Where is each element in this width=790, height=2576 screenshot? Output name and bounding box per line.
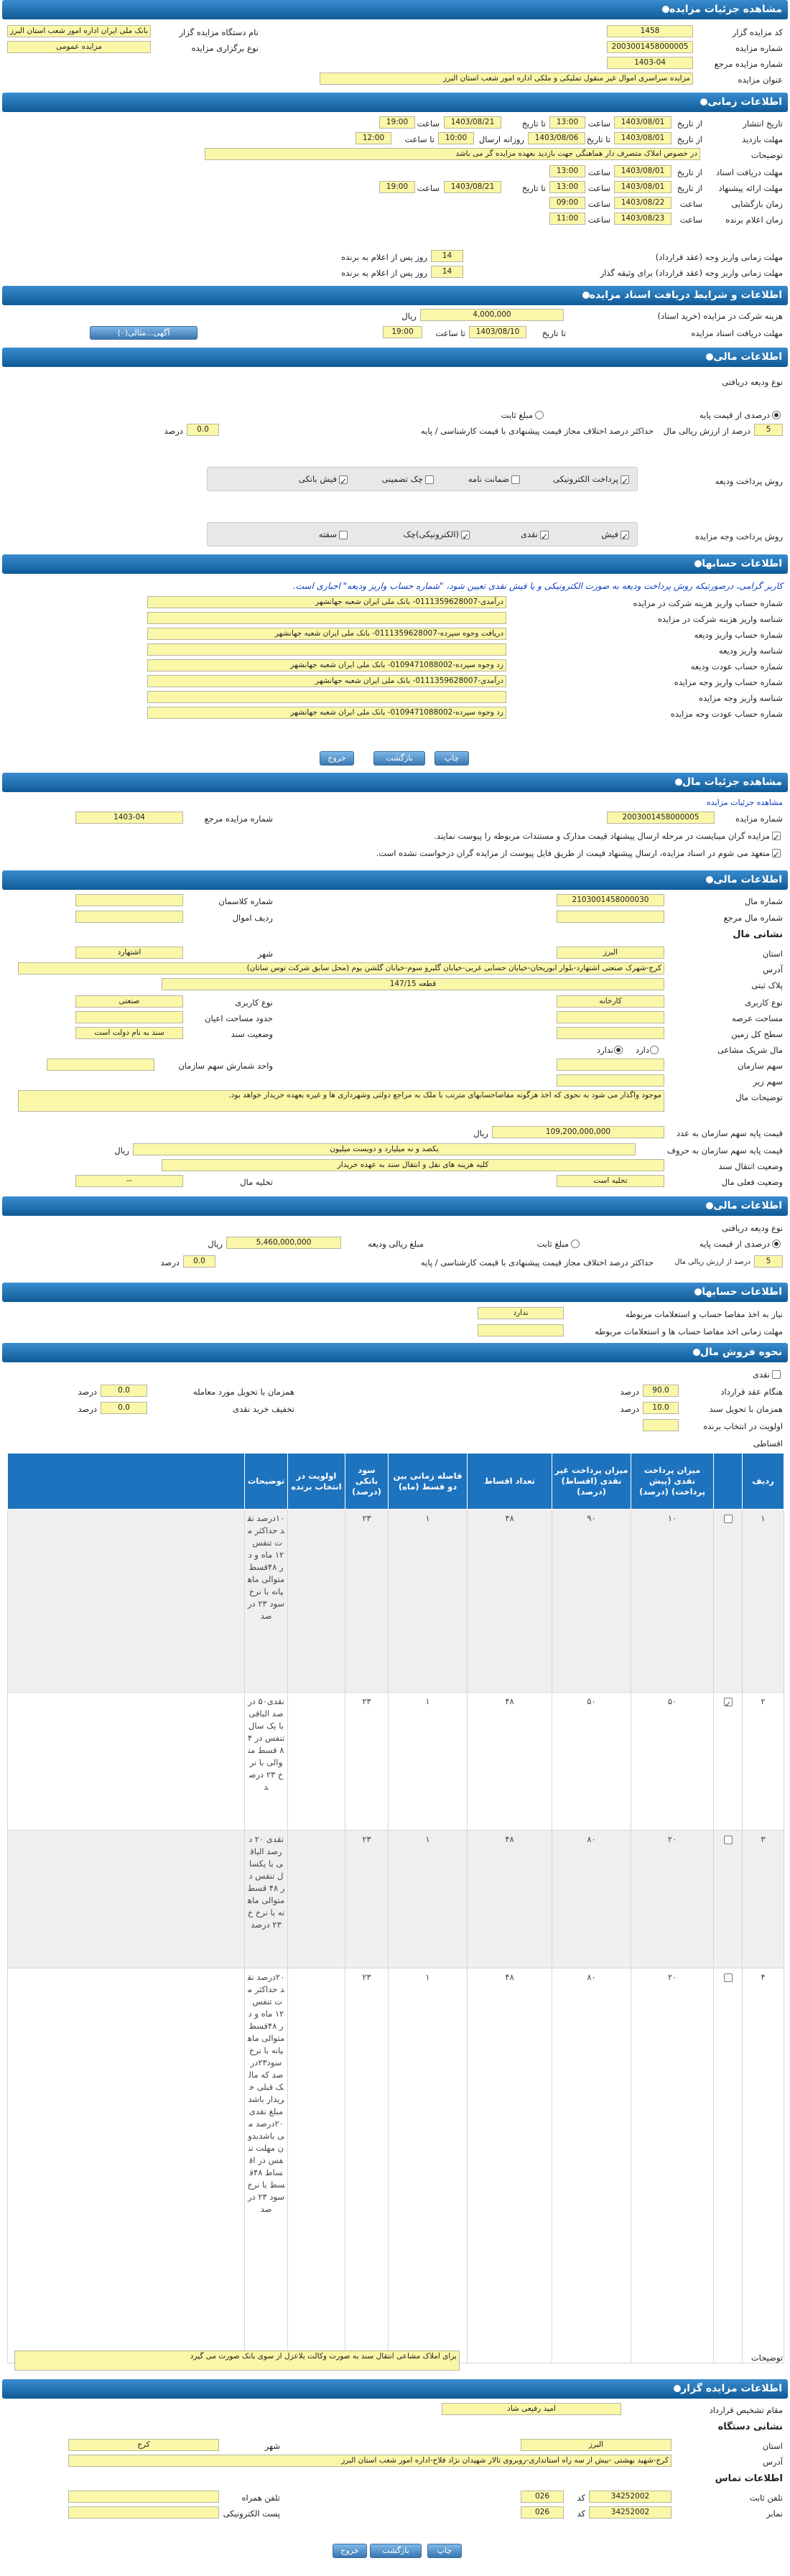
delivery-percent-field[interactable]: 10.0 (643, 1402, 679, 1414)
table-header: فاصله زمانی بین دو قسط (ماه) (389, 1454, 468, 1510)
discount-percent-field[interactable]: 0.0 (101, 1402, 147, 1414)
area-field[interactable] (557, 1011, 664, 1023)
table-header: سود بانکی (درصد) (345, 1454, 389, 1510)
section-header-time: اطلاعات زمانی (2, 93, 788, 112)
address-field[interactable]: کرج-شهرک صنعتی اشتهارد-بلوار ابوریحان-خیابان حسابی غربی-خیابان گلبرو سوم-خیابان گلشن یوم (محل سابق شرکت توس ساتان) (18, 962, 664, 975)
number-label: شماره مزایده (735, 43, 783, 53)
pay-receipt-option[interactable]: ✓فیش بانکی (298, 474, 347, 486)
deposit-fixed-radio[interactable] (535, 411, 544, 419)
money-icon (706, 353, 713, 361)
vacate-field[interactable]: -- (75, 1175, 183, 1187)
breadcrumb[interactable]: مشاهده جزئیات مزایده (707, 798, 783, 807)
transfer-status-field[interactable]: کلیه هزینه های نقل و انتقال سند به عهده خریدار (162, 1159, 664, 1171)
back-button[interactable]: بازگشت (370, 2544, 422, 2558)
offer-to-time[interactable]: 19:00 (379, 181, 415, 193)
publish-from-date[interactable]: 1403/08/01 (614, 116, 672, 129)
org-address-title: نشانی دستگاه (717, 2422, 783, 2432)
org-address-field[interactable]: کرج-شهید بهشتی -بیش از سه راه استانداری-روبروی تالار شهیدان نژاد فلاح-اداره امور شعب استان البرز (68, 2455, 672, 2467)
visit-label: مهلت بازدید (742, 134, 783, 144)
accounts-note: کاربر گرامی، درصورتیکه روش پرداخت ودیعه به صورت الکترونیکی و یا فیش نقدی تعیین شود، "شماره حساب واریز ودیعه" اجباری است. (292, 581, 783, 591)
usage-field[interactable]: کارخانه (557, 995, 664, 1008)
asset-number-field[interactable]: 2103001458000030 (557, 894, 664, 906)
city-field[interactable]: اشتهارد (75, 947, 183, 959)
title-field[interactable]: مزایده سراسری اموال غیر منقول تملیکی و ملکی اداره امور شعب استان البرز (320, 73, 693, 85)
price-refund-field[interactable]: رد وجوه سپرده-0109471088002- بانک ملی ایران شعبه جهانشهر (147, 707, 506, 719)
section-header-details: مشاهده جزئیات مزایده (2, 0, 788, 19)
type-label: نوع برگزاری مزایده (191, 43, 259, 53)
checkbox-icon[interactable]: ✓ (773, 850, 780, 860)
table-row: ۳ ۲۰ ۸۰ ۴۸ ۱ ۲۳ نقدی ۲۰ درصد الباقی با یکسال تنفس در ۴۸ قسط متوالی ماهیانه با نرخ ۲۳ درصد (8, 1831, 784, 1968)
clearance-time-field[interactable] (478, 1324, 564, 1336)
pay-guarantee-option[interactable]: ضمانت نامه (468, 474, 522, 484)
receive-from-time[interactable]: 13:00 (549, 165, 585, 177)
announce-label: زمان اعلام برنده (725, 215, 783, 225)
sale-notes-field[interactable]: برای املاک مشاعی انتقال سند به صورت وکالت بلاعزل از سوی بانک صورت می گیرد (14, 2351, 460, 2371)
visit-to-time[interactable]: 12:00 (356, 132, 391, 144)
fee-field[interactable]: 4,000,000 (420, 309, 564, 321)
asset-deposit-percent-field[interactable]: 5 (754, 1255, 783, 1268)
asset-auction-number[interactable]: 2003001458000005 (607, 812, 715, 824)
fax-field[interactable]: 34252002 (589, 2506, 672, 2519)
class-number-field[interactable] (75, 894, 183, 906)
asset-deposit-percent-radio[interactable] (772, 1240, 781, 1248)
contact-title: اطلاعات تماس (715, 2473, 783, 2484)
org-city-field[interactable]: کرج (68, 2439, 219, 2451)
pay-price-label: روش پرداخت وجه مزایده (694, 531, 783, 541)
asset-address-title: نشانی مال (733, 929, 783, 940)
announce-date[interactable]: 1403/08/23 (614, 213, 672, 225)
checkbox-icon: ✓ (621, 475, 628, 486)
ref-label: شماره مزایده مرجع (714, 59, 783, 69)
email-field[interactable] (68, 2506, 219, 2519)
bank-icon (694, 560, 702, 567)
deposit-id-field[interactable] (147, 643, 506, 656)
checkbox-icon[interactable]: ✓ (773, 832, 780, 842)
fee-id-field[interactable] (147, 612, 506, 624)
asset-desc-field[interactable]: موجود واگذار می شود به نحوی که اخذ هرگونه مفاصاحسابهای مترتب با ملک به مراجع دولتی وشهرداری ها و غیره بعهده خریدار خواهد بود. (18, 1090, 664, 1112)
base-price-words-field[interactable]: یکصد و نه میلیارد و دویست میلیون (133, 1143, 636, 1156)
shared-yes-radio[interactable] (650, 1046, 659, 1054)
document-icon (582, 292, 590, 299)
asset-max-diff-field[interactable]: 0.0 (183, 1255, 215, 1268)
deposit-days-label: مهلت زمانی واریز وجه (عقد قرارداد) (655, 252, 783, 262)
section-header-asset-accounts: اطلاعات حسابها (2, 1283, 788, 1302)
price-note-option[interactable]: سفته (319, 529, 350, 539)
section-header-sale: نحوه فروش مال (2, 1343, 788, 1362)
asset-row-field[interactable] (75, 911, 183, 923)
phone-field[interactable]: 34252002 (589, 2491, 672, 2503)
device-label: نام دستگاه مزایده گزار (179, 27, 259, 37)
deposit-type-label: نوع ودیعه دریافتی (722, 377, 783, 387)
type-field[interactable]: مزایده عمومی (7, 41, 151, 53)
share-field[interactable] (557, 1059, 664, 1071)
info-icon (675, 778, 682, 786)
number-field[interactable]: 2003001458000005 (607, 41, 693, 53)
checkbox-icon (339, 531, 348, 539)
code-field[interactable]: 1458 (607, 25, 693, 37)
checkbox-icon[interactable] (724, 1836, 733, 1844)
section-header-asset-info: اطلاعات مالی (2, 870, 788, 890)
checkbox-icon: ✓ (621, 531, 628, 541)
clearance-need-field[interactable]: ندارد (478, 1307, 564, 1319)
section-header-finance: اطلاعات مالی (2, 348, 788, 367)
deadline-date[interactable]: 1403/08/10 (469, 326, 526, 338)
org-province-field[interactable]: البرز (521, 2439, 672, 2451)
info-icon (662, 6, 669, 13)
max-diff-field[interactable]: 0.0 (187, 424, 219, 436)
plate-field[interactable]: قطعه 147/15 (162, 978, 664, 990)
offer-from-time[interactable]: 13:00 (549, 181, 585, 193)
table-header: میزان پرداخت نقدی (پیش پرداخت) (درصد) (631, 1454, 714, 1510)
table-header: ردیف (743, 1454, 784, 1510)
doc-status-field[interactable]: سند به نام دولت است (75, 1027, 183, 1039)
attachments-button[interactable]: آگهی...مثالی(۰) (90, 326, 198, 340)
table-row: ۱ ۱۰ ۹۰ ۴۸ ۱ ۲۳ ۱۰درصد نقد حداکثر مدت تنفس ۱۲ ماه و در ۴۸قسط متوالی ماهیانه با نرخ سود ۲۳ درصد (8, 1510, 784, 1693)
price-receipt-option[interactable]: ✓فیش (601, 529, 628, 541)
ref-field[interactable]: 1403-04 (607, 57, 693, 69)
section-header-accounts: اطلاعات حسابها (2, 554, 788, 574)
fee-account-field[interactable]: درآمدی-0111359628007- بانک ملی ایران شعبه جهانشهر (147, 596, 506, 608)
base-price-field[interactable]: 109,200,000,000 (492, 1126, 664, 1138)
section-header-conditions: اطلاعات و شرایط دریافت اسناد مزایده (2, 286, 788, 305)
section-header-organizer: اطلاعات مزایده گزار (2, 2379, 788, 2399)
publish-to-time[interactable]: 19:00 (379, 116, 415, 129)
guarantee-days-field[interactable]: 14 (431, 266, 463, 278)
table-row: ۴ ۲۰ ۸۰ ۴۸ ۱ ۲۳ ۲۰درصد نقد حداکثر مدت تنفس ۱۲ ماه و در ۴۸قسط متوالی ماهیانه با نرخ سود۲۳درصد که مالک قبلی خریدار باشد مبلغ نقدی ۲۰درصد می باشدبدون مهلت تنفس در اقساط ۴۸قسط با نرخ سود ۲۳ درصد (8, 1968, 784, 2363)
land-area-field[interactable] (557, 1027, 664, 1039)
money-icon (706, 1202, 713, 1209)
clock-icon (700, 98, 707, 106)
building-icon (674, 2385, 681, 2392)
asset-deposit-fixed-radio[interactable] (571, 1240, 580, 1248)
deposit-days-field[interactable]: 14 (431, 250, 463, 262)
contract-percent-field[interactable]: 90.0 (643, 1385, 679, 1397)
vacate-status-field[interactable]: تخلیه است (557, 1175, 664, 1187)
device-field[interactable]: بانک ملی ایران اداره امور شعب استان البرز (7, 25, 151, 37)
bank-icon (694, 1288, 702, 1296)
asset-auction-ref[interactable]: 1403-04 (75, 812, 183, 824)
publish-from-time[interactable]: 13:00 (549, 116, 585, 129)
publish-label: تاریخ انتشار (743, 118, 783, 129)
price-id-field[interactable] (147, 691, 506, 703)
checkbox-icon[interactable]: ✓ (724, 1698, 732, 1709)
time-desc-label: توضیحات (750, 150, 783, 160)
offer-label: مهلت ارائه پیشنهاد (718, 183, 783, 193)
deposit-amount-field[interactable]: 5,460,000,000 (226, 1237, 341, 1249)
guarantee-days-label: مهلت زمانی واریز وجه (عقد قرارداد) برای وثیقه گذار (600, 268, 783, 278)
table-header (714, 1454, 743, 1510)
checkbox-icon: ✓ (340, 475, 347, 486)
pay-electronic-option[interactable]: ✓پرداخت الکترونیکی (553, 474, 628, 486)
checkbox-icon (425, 475, 434, 484)
cart-icon (693, 1349, 700, 1356)
section-header-asset-details: مشاهده جزئیات مال (2, 773, 788, 792)
province-field[interactable]: البرز (557, 947, 664, 959)
price-pay-methods (207, 522, 638, 547)
open-time[interactable]: 09:00 (549, 197, 585, 209)
deposit-percent-field[interactable]: 5 (754, 424, 783, 436)
shared-no-radio[interactable] (614, 1046, 623, 1054)
deposit-percent-radio[interactable] (772, 411, 781, 419)
checkbox-icon: ✓ (541, 531, 548, 541)
checkbox-icon[interactable] (724, 1973, 733, 1982)
building-field[interactable] (75, 1011, 183, 1023)
table-header: اولویت در انتخاب برنده (288, 1454, 345, 1510)
publish-to-date[interactable]: 1403/08/21 (444, 116, 501, 129)
receive-from-date[interactable]: 1403/08/01 (614, 165, 672, 177)
refund-account-field[interactable]: رد وجوه سپرده-0109471088002- بانک ملی ایران شعبه جهانشهر (147, 659, 506, 671)
info-icon (706, 876, 713, 883)
checkbox-icon (511, 475, 520, 484)
visit-from-date[interactable]: 1403/08/01 (614, 132, 672, 144)
checkbox-icon[interactable] (772, 1370, 781, 1379)
table-header: توضیحات (245, 1454, 288, 1510)
mobile-field[interactable] (68, 2491, 219, 2503)
visit-to-date[interactable]: 1403/08/06 (528, 132, 585, 144)
code-label: کد مزایده گزار (732, 27, 783, 37)
offer-from-date[interactable]: 1403/08/01 (614, 181, 672, 193)
print-button[interactable]: چاپ (427, 2544, 462, 2558)
table-header: تعداد اقساط (468, 1454, 552, 1510)
pay-check-option[interactable]: چک تضمینی (382, 474, 436, 484)
deposit-pay-methods (207, 467, 638, 491)
fax-code-field[interactable]: 026 (521, 2506, 564, 2519)
offer-to-date[interactable]: 1403/08/21 (444, 181, 501, 193)
table-row: ۲ ✓ ۵۰ ۵۰ ۴۸ ۱ ۲۳ نقدی۵۰ درصد الباقی با یک سال تنفس در ۴۸ قسط متوالی با نرخ ۲۳ درصد (8, 1693, 784, 1831)
installments-label: اقساطی (753, 1438, 783, 1449)
deposit-account-field[interactable]: دریافت وجوه سپرده-0111359628007- بانک ملی ایران شعبه جهانشهر (147, 628, 506, 640)
installments-table (7, 1453, 784, 2363)
price-account-field[interactable]: درآمدی-0111359628007- بانک ملی ایران شعبه جهانشهر (147, 675, 506, 687)
pay-deposit-label: روش پرداخت ودیعه (715, 476, 783, 486)
transfer-percent-field[interactable]: 0.0 (101, 1385, 147, 1397)
checkbox-icon: ✓ (462, 531, 469, 541)
official-field[interactable]: امید رفیعی شاد (442, 2403, 621, 2415)
price-echeck-option[interactable]: ✓(الکترونیکی)چک (403, 529, 469, 541)
price-cash-option[interactable]: ✓نقدی (520, 529, 548, 541)
fee-label: هزینه شرکت در مزایده (خرید اسناد) (657, 311, 783, 321)
cash-priority-field[interactable] (643, 1419, 679, 1431)
open-label: زمان بازگشایی (731, 199, 783, 209)
share-unit-field[interactable] (47, 1059, 154, 1071)
checkbox-icon[interactable] (724, 1515, 733, 1523)
print-button[interactable]: چاپ (434, 751, 469, 766)
announce-time[interactable]: 11:00 (549, 213, 585, 225)
phone-code-field[interactable]: 026 (521, 2491, 564, 2503)
visit-from-time[interactable]: 10:00 (438, 132, 474, 144)
deadline-label: مهلت دریافت اسناد مزایده (691, 328, 783, 338)
receive-label: مهلت دریافت اسناد (716, 167, 783, 177)
exit-button[interactable]: خروج (333, 2544, 367, 2558)
open-date[interactable]: 1403/08/22 (614, 197, 672, 209)
exit-button[interactable]: خروج (320, 751, 354, 766)
section-header-asset-finance: اطلاعات مالی (2, 1196, 788, 1216)
usage2-field[interactable]: صنعتی (75, 995, 183, 1008)
table-header: میزان پرداخت غیر نقدی (اقساط) (درصد) (552, 1454, 631, 1510)
title-label: عنوان مزایده (738, 75, 783, 85)
time-desc-field[interactable]: در خصوص املاک متصرف دار هماهنگی جهت بازدید بعهده مزایده گر می باشد (205, 148, 700, 160)
deadline-time[interactable]: 19:00 (383, 326, 422, 338)
asset-ref-field[interactable] (557, 911, 664, 923)
back-button[interactable]: بازگشت (373, 751, 425, 766)
subshare-field[interactable] (557, 1074, 664, 1087)
